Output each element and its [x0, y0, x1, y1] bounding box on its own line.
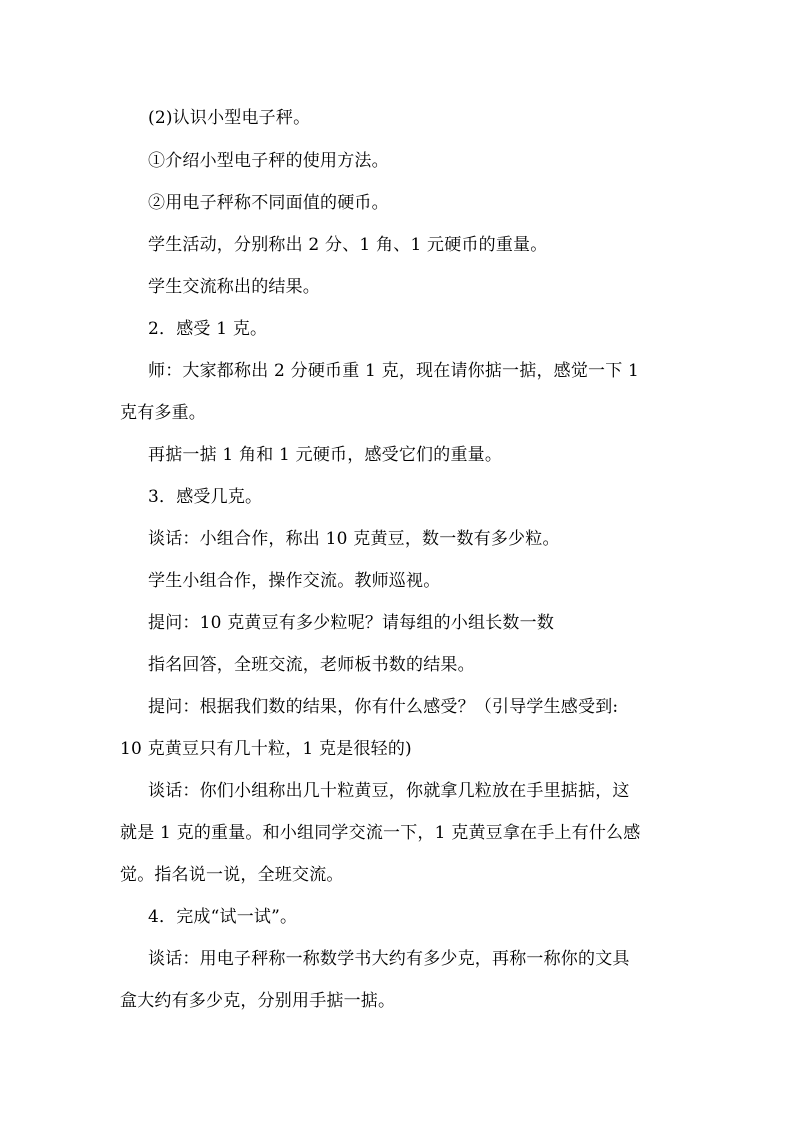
- text-line: (2)认识小型电子秤。: [148, 108, 311, 128]
- text-line: 再掂一掂 1 角和 1 元硬币，感受它们的重量。: [148, 445, 503, 465]
- text-line-continuation: 就是 1 克的重量。和小组同学交流一下，1 克黄豆拿在手上有什么感: [120, 823, 641, 843]
- text-line: 师：大家都称出 2 分硬币重 1 克，现在请你掂一掂，感觉一下 1: [148, 361, 640, 381]
- text-line: 学生小组合作，操作交流。教师巡视。: [148, 571, 441, 591]
- text-line-continuation: 盒大约有多少克，分别用手掂一掂。: [120, 991, 396, 1011]
- section-heading: 3．感受几克。: [148, 487, 263, 507]
- text-line: 谈话：小组合作，称出 10 克黄豆，数一数有多少粒。: [148, 529, 560, 549]
- text-line: 谈话：用电子秤称一称数学书大约有多少克，再称一称你的文具: [148, 949, 630, 969]
- text-line-continuation: 10 克黄豆只有几十粒，1 克是很轻的): [120, 739, 412, 759]
- text-line: 学生活动，分别称出 2 分、1 角、1 元硬币的重量。: [148, 235, 548, 255]
- text-line-continuation: 克有多重。: [120, 403, 206, 423]
- section-heading: 4．完成“试一试”。: [148, 907, 298, 927]
- text-line: 学生交流称出的结果。: [148, 277, 320, 297]
- text-line: 提问：根据我们数的结果，你有什么感受？（引导学生感受到:: [148, 697, 619, 717]
- text-line: ①介绍小型电子秤的使用方法。: [148, 151, 389, 171]
- text-line: 指名回答，全班交流，老师板书数的结果。: [148, 655, 475, 675]
- section-heading: 2．感受 1 克。: [148, 319, 268, 339]
- text-line: ②用电子秤称不同面值的硬币。: [148, 193, 389, 213]
- text-line: 提问：10 克黄豆有多少粒呢？请每组的小组长数一数: [148, 613, 555, 633]
- text-line-continuation: 觉。指名说一说，全班交流。: [120, 865, 344, 885]
- text-line: 谈话：你们小组称出几十粒黄豆，你就拿几粒放在手里掂掂，这: [148, 781, 630, 801]
